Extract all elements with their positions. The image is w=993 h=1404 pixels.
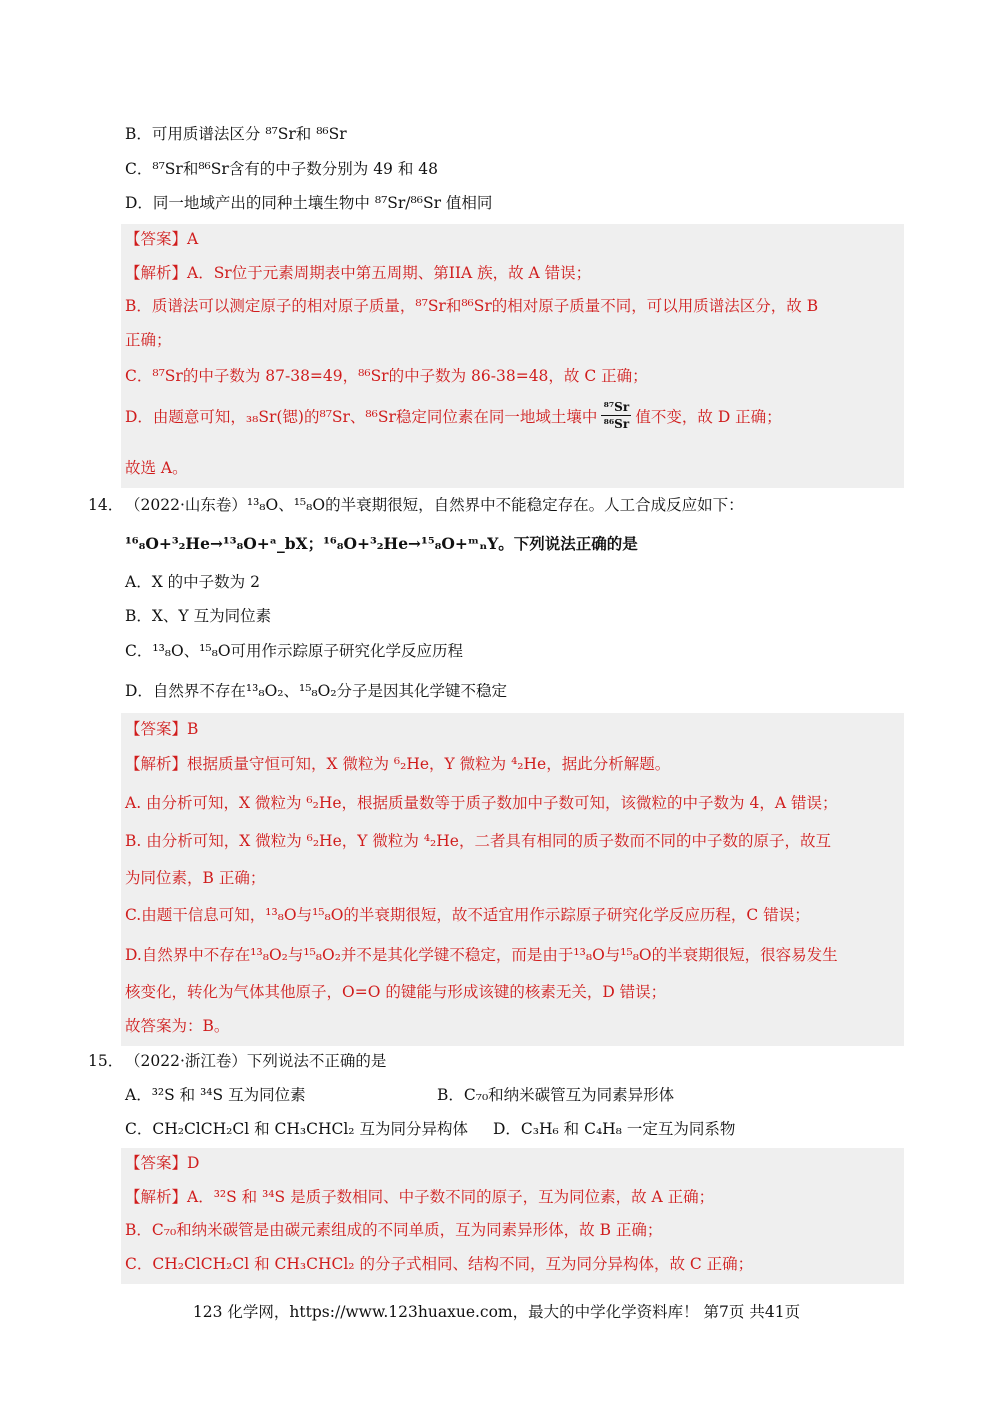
q13-explanation-a: 【解析】A．Sr位于元素周期表中第五周期、第IIA 族，故 A 错误； <box>125 264 592 282</box>
q14-option-a: A．X 的中子数为 2 <box>125 573 260 591</box>
q15-option-c: C．CH₂ClCH₂Cl 和 CH₃CHCl₂ 互为同分异构体 <box>125 1120 468 1138</box>
q14-conclusion: 故答案为：B。 <box>125 1017 230 1035</box>
q13-explanation-c: C．⁸⁷Sr的中子数为 87-38=49，⁸⁶Sr的中子数为 86-38=48，故 C 正确； <box>125 367 648 385</box>
q14-answer: 【答案】B <box>125 720 199 738</box>
q14-explanation-b: B. 由分析可知，X 微粒为 ⁶₂He，Y 微粒为 ⁴₂He，二者具有相同的质子数而不同的中子数的原子，故互 <box>125 832 831 850</box>
q15-explanation-b: B．C₇₀和纳米碳管是由碳元素组成的不同单质，互为同素异形体，故 B 正确； <box>125 1221 663 1239</box>
q14-explanation-d-cont: 核变化，转化为气体其他原子，O=O 的键能与形成该键的核素无关，D 错误； <box>125 983 667 1001</box>
q14-option-b: B．X、Y 互为同位素 <box>125 607 272 625</box>
q14-option-d: D．自然界不存在¹³₈O₂、¹⁵₈O₂分子是因其化学键不稳定 <box>125 682 508 700</box>
q15-option-a: A．³²S 和 ³⁴S 互为同位素 <box>125 1086 306 1104</box>
q14-explanation-a: A. 由分析可知，X 微粒为 ⁶₂He，根据质量数等于质子数加中子数可知，该微粒的中子数为 4，A 错误； <box>125 794 838 812</box>
q14-reaction: ¹⁶₈O+³₂He→¹³₈O+ᵃ_bX；¹⁶₈O+³₂He→¹⁵₈O+ᵐₙY。下列说法正确的是 <box>125 534 638 553</box>
q15-option-d: D．C₃H₆ 和 C₄H₈ 一定互为同系物 <box>493 1120 736 1138</box>
q13-conclusion: 故选 A。 <box>125 459 188 477</box>
q14-stem: （2022·山东卷）¹³₈O、¹⁵₈O的半衰期很短，自然界中不能稳定存在。人工合成反应如下： <box>125 496 744 514</box>
q14-explanation-b-cont: 为同位素，B 正确； <box>125 869 266 887</box>
q15-answer: 【答案】D <box>125 1154 200 1172</box>
q13-explanation-d-text: D．由题意可知，₃₈Sr(锶)的⁸⁷Sr、⁸⁶Sr稳定同位素在同一地域土壤中 <box>125 407 598 426</box>
fraction-bar <box>601 415 631 416</box>
q14-number: 14． <box>88 496 124 514</box>
q15-stem: （2022·浙江卷）下列说法不正确的是 <box>125 1052 387 1070</box>
q13-explanation-b: B．质谱法可以测定原子的相对原子质量，⁸⁷Sr和⁸⁶Sr的相对原子质量不同，可以用质谱法区分，故 B <box>125 297 819 315</box>
q13-answer: 【答案】A <box>125 230 199 248</box>
page-footer: 123 化学网，https://www.123huaxue.com，最大的中学化学资料库！ 第7页 共41页 <box>192 1303 801 1321</box>
q14-explanation-d: D.自然界中不存在¹³₈O₂与¹⁵₈O₂并不是其化学键不稳定，而是由于¹³₈O与¹⁵₈O的半衰期很短，很容易发生 <box>125 946 838 964</box>
q13-explanation-d <box>125 400 782 431</box>
q14-option-c: C．¹³₈O、¹⁵₈O可用作示踪原子研究化学反应历程 <box>125 642 464 660</box>
ratio-fraction <box>601 400 631 431</box>
fraction-numerator: ⁸⁷Sr <box>603 400 630 414</box>
q15-number: 15． <box>88 1052 124 1070</box>
q13-explanation-d-end: 值不变，故 D 正确； <box>635 407 782 426</box>
q15-option-b: B．C₇₀和纳米碳管互为同素异形体 <box>437 1086 675 1104</box>
q15-explanation-a: 【解析】A．³²S 和 ³⁴S 是质子数相同、中子数不同的原子，互为同位素，故 A 正确； <box>125 1188 715 1206</box>
q13-option-c: C．⁸⁷Sr和⁸⁶Sr含有的中子数分别为 49 和 48 <box>125 160 438 178</box>
q13-explanation-b-cont: 正确； <box>125 331 172 349</box>
q13-option-d: D．同一地域产出的同种土壤生物中 ⁸⁷Sr/⁸⁶Sr 值相同 <box>125 194 493 212</box>
q14-explanation-c: C.由题干信息可知，¹³₈O与¹⁵₈O的半衰期很短，故不适宜用作示踪原子研究化学反应历程，C 错误； <box>125 906 810 924</box>
fraction-denominator: ⁸⁶Sr <box>603 417 630 431</box>
q15-explanation-c: C．CH₂ClCH₂Cl 和 CH₃CHCl₂ 的分子式相同、结构不同，互为同分异构体，故 C 正确； <box>125 1255 754 1273</box>
q14-explanation-intro: 【解析】根据质量守恒可知，X 微粒为 ⁶₂He，Y 微粒为 ⁴₂He，据此分析解题。 <box>125 755 671 773</box>
q13-option-b: B．可用质谱法区分 ⁸⁷Sr和 ⁸⁶Sr <box>125 125 347 143</box>
